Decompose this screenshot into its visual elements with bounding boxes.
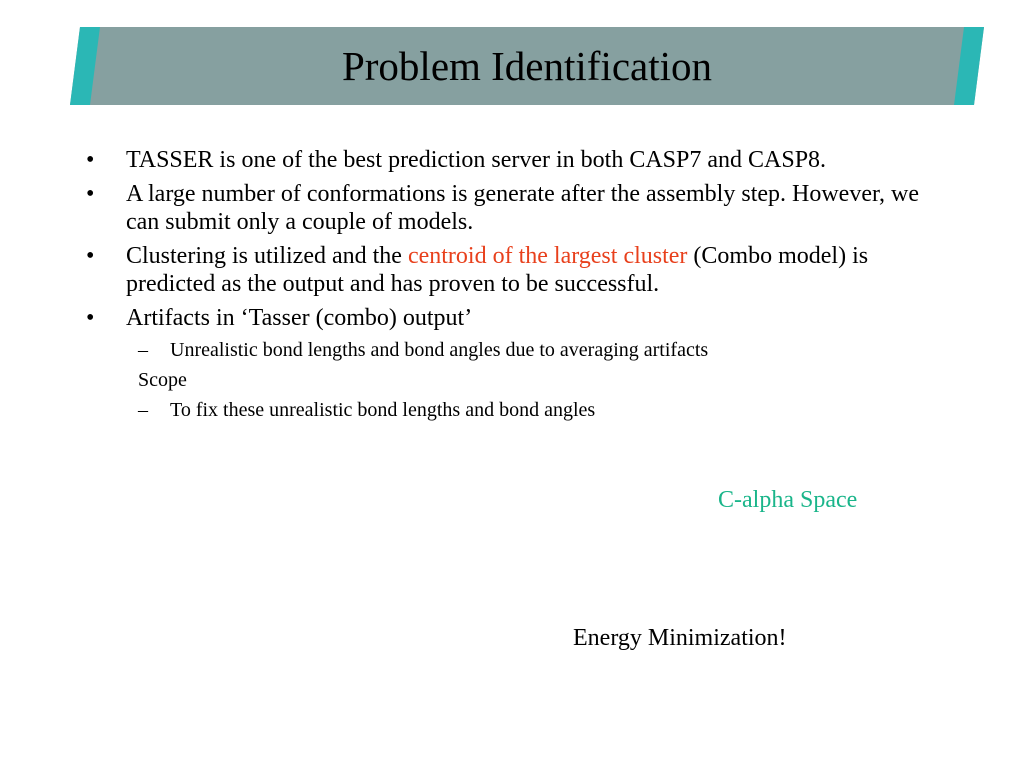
- bullet-item-1: [86, 146, 946, 174]
- sub-marker: –: [138, 339, 148, 361]
- bullet-text-after: (Combo model) is predicted as the output and has proven to be successful.: [126, 243, 869, 297]
- bullet-marker: •: [86, 181, 95, 207]
- sub-item-fix: [86, 398, 946, 422]
- highlight-text: centroid of the largest cluster: [407, 243, 688, 269]
- bullet-item-3: [86, 242, 946, 298]
- bullet-marker: •: [86, 243, 95, 269]
- sub-text: To fix these unrealistic bond lengths and bond angles: [170, 399, 596, 421]
- bullet-text: A large number of conformations is generate after the assembly step. However, we can submit only a couple of models.: [126, 181, 919, 235]
- energy-minimization-label: Energy Minimization!: [573, 625, 787, 651]
- bullet-marker: •: [86, 305, 95, 331]
- bullet-text-before: Clustering is utilized and the: [126, 243, 408, 269]
- sub-text: Unrealistic bond lengths and bond angles due to averaging artifacts: [170, 339, 709, 361]
- sub-item-artifacts: [86, 338, 946, 362]
- scope-label: Scope: [138, 369, 187, 391]
- bullet-item-2: [86, 180, 946, 236]
- bullet-text: TASSER is one of the best prediction server in both CASP7 and CASP8.: [126, 147, 827, 173]
- calpha-space-label: C-alpha Space: [718, 487, 858, 513]
- bullet-marker: •: [86, 147, 95, 173]
- title-banner: [70, 27, 984, 105]
- bullet-text: Artifacts in ‘Tasser (combo) output’: [126, 305, 473, 331]
- slide-title: Problem Identification: [341, 43, 713, 89]
- bullet-item-4: [86, 304, 946, 332]
- slide-body: [86, 146, 946, 428]
- sub-marker: –: [138, 399, 148, 421]
